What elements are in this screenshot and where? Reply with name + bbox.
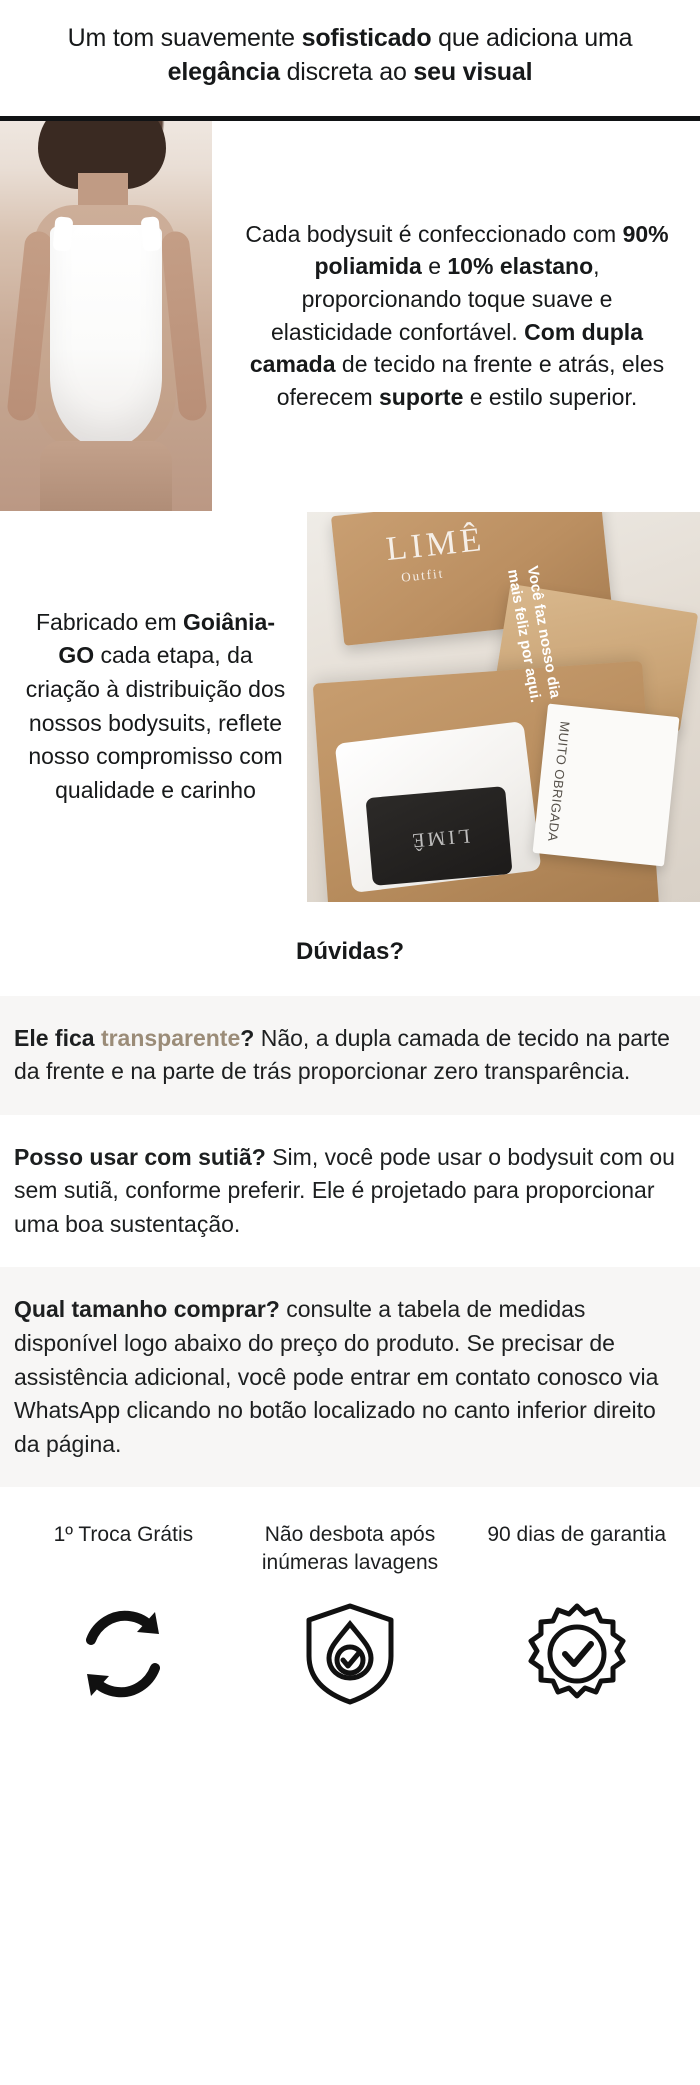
brand-logo xyxy=(384,520,488,586)
model-legs xyxy=(40,441,172,511)
headline-line2-bold-b: seu visual xyxy=(413,57,533,86)
benefit-exchange-label: 1º Troca Grátis xyxy=(53,1523,194,1547)
faq-answer-2: Sim, você pode usar o bodysuit com ou sem sutiã, conforme preferir. Ele é projetado para proporcionar uma boa sustentação. xyxy=(14,1143,675,1237)
benefit-no-fade-label: Não desbota após inúmeras lavagens xyxy=(261,1523,439,1574)
composition-p3: , proporcionando toque suave e elasticidade confortável. xyxy=(271,253,613,345)
composition-p4: de tecido na frente e atrás, eles oferecem xyxy=(276,351,665,410)
shield-droplet-icon xyxy=(243,1599,458,1709)
benefit-no-fade xyxy=(237,1521,464,1709)
benefit-exchange xyxy=(10,1521,237,1709)
faq-item-3 xyxy=(0,1267,700,1487)
faq-answer-3: consulte a tabela de medidas disponível logo abaixo do preço do produto. Se precisar de assistência adicional, você pode entrar em contato conosco via WhatsApp clicando no botão localizado no canto inferior direito da página. xyxy=(14,1296,659,1457)
manufacturing-section xyxy=(0,512,700,902)
headline-line2-bold-a: elegância xyxy=(167,57,280,86)
faq-question-1-highlight: transparente xyxy=(100,1024,241,1051)
faq-answer-1: Não, a dupla camada de tecido na parte da frente e na parte de trás proporcionar zero transparência. xyxy=(14,1024,670,1085)
bodysuit-strap-right xyxy=(141,216,162,251)
headline-line1-bold: sofisticado xyxy=(301,24,432,52)
faq-question-2: Posso usar com sutiã? xyxy=(14,1143,266,1170)
benefits-section xyxy=(0,1487,700,1749)
faq-item-1 xyxy=(0,996,700,1115)
faq-question-3: Qual tamanho comprar? xyxy=(14,1296,280,1323)
composition-p5: e estilo superior. xyxy=(463,383,638,410)
composition-text xyxy=(212,121,700,511)
composition-b4: suporte xyxy=(379,383,464,410)
headline-line1-plain-b: que adiciona uma xyxy=(431,24,633,52)
thank-you-card xyxy=(533,703,680,866)
page-headline xyxy=(0,0,700,116)
brand-name: LIMÊ xyxy=(384,520,487,568)
faq-item-2 xyxy=(0,1115,700,1268)
benefit-warranty xyxy=(463,1521,690,1709)
folded-garment xyxy=(365,786,512,886)
exchange-arrows-icon xyxy=(16,1599,231,1709)
headline-line1-plain-a: Um tom suavemente xyxy=(67,24,302,52)
box-side-message: Você faz nosso dia mais feliz por aqui. xyxy=(504,564,564,704)
manufacturing-p1: Fabricado em xyxy=(35,608,183,635)
bodysuit-model-photo xyxy=(0,121,212,511)
composition-section xyxy=(0,121,700,512)
badge-check-icon xyxy=(469,1599,684,1709)
faq-question-1-before: Ele fica xyxy=(14,1024,101,1051)
brand-subtitle: Outfit xyxy=(400,564,445,585)
bodysuit-strap-left xyxy=(53,216,74,251)
manufacturing-b1: Goiânia-GO xyxy=(58,608,276,669)
composition-b2: 10% elastano xyxy=(447,253,594,280)
white-bodysuit xyxy=(50,225,162,449)
composition-p2: e xyxy=(421,253,448,280)
composition-b1: 90% poliamida xyxy=(314,220,669,280)
manufacturing-text xyxy=(0,512,307,902)
headline-line2-plain: discreta ao xyxy=(279,57,414,86)
manufacturing-p2: cada etapa, da criação à distribuição dos nossos bodysuits, reflete nosso compromisso com qualidade e carinho xyxy=(25,642,286,803)
faq-title: Dúvidas? xyxy=(0,902,700,996)
benefit-warranty-label: 90 dias de garantia xyxy=(487,1523,666,1547)
composition-p1: Cada bodysuit é confeccionado com xyxy=(245,220,623,247)
faq-question-1-after: ? xyxy=(240,1024,255,1051)
packaging-photo xyxy=(307,512,700,902)
thank-you-card-text: MUITO OBRIGADA xyxy=(545,720,573,842)
composition-b3: Com dupla camada xyxy=(249,318,643,378)
garment-label: LIMÊ xyxy=(408,823,471,852)
